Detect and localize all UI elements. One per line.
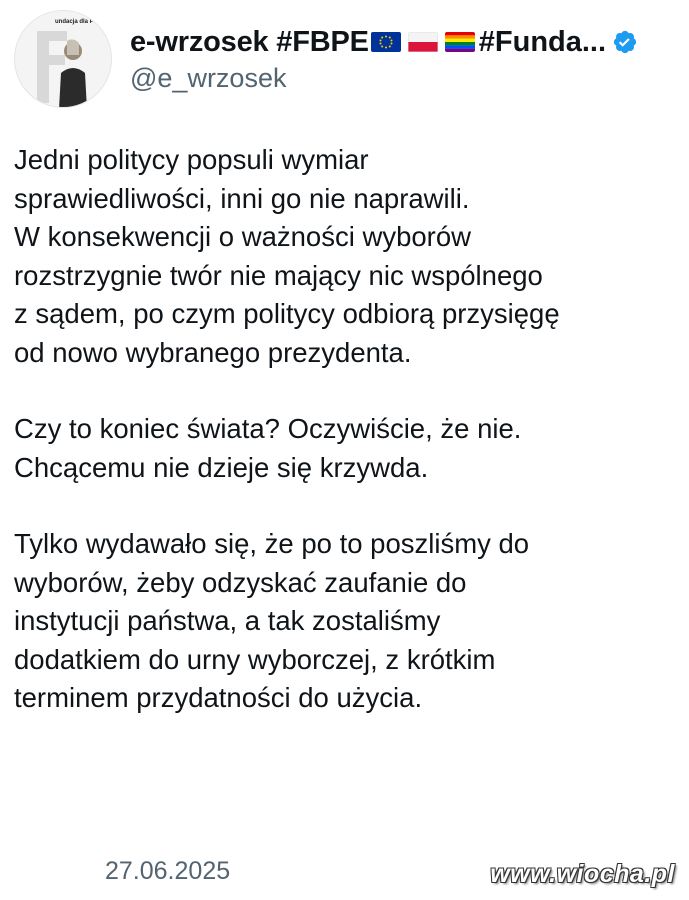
tweet-line: Jedni politycy popsuli wymiar (14, 144, 369, 175)
tweet-paragraph (14, 410, 679, 487)
avatar-text: undacja dla Polski (55, 19, 108, 25)
tweet-line: sprawiedliwości, inni go nie naprawili. (14, 182, 470, 214)
tweet-text (14, 141, 679, 718)
eu-flag-icon (371, 32, 401, 52)
tweet-line: Chcącemu nie dzieje się krzywda. (14, 451, 429, 483)
rainbow-flag-icon (445, 32, 475, 52)
tweet-line: od nowo wybranego prezydenta. (14, 336, 412, 368)
user-handle[interactable]: @e_wrzosek (130, 63, 287, 93)
avatar[interactable] (14, 10, 112, 108)
tweet-line: z sądem, po czym politycy odbiorą przysięgę (14, 298, 560, 329)
avatar-image (15, 11, 112, 108)
display-name-suffix[interactable]: #Funda... (478, 25, 607, 58)
tweet-line: terminem przydatności do użycia. (14, 682, 423, 713)
verified-badge-icon (612, 29, 638, 55)
poland-flag-icon (408, 32, 438, 52)
tweet-header (14, 10, 674, 110)
tweet-line: Tylko wydawało się, że po to poszliśmy do (14, 528, 530, 559)
tweet-line: rozstrzygnie twór nie mający nic wspólnego (14, 259, 543, 291)
tweet-line: W konsekwencji o ważności wyborów (14, 221, 471, 252)
tweet-paragraph (14, 141, 679, 372)
tweet-line: wyborów, żeby odzyskać zaufanie do (14, 566, 467, 598)
watermark: www.wiocha.pl (490, 860, 675, 888)
tweet-paragraph (14, 525, 679, 718)
display-name[interactable]: e-wrzosek #FBPE (130, 25, 369, 58)
tweet-line: instytucji państwa, a tak zostaliśmy (14, 605, 441, 636)
tweet-line: Czy to koniec świata? Oczywiście, że nie. (14, 413, 522, 444)
display-name-row[interactable] (130, 20, 638, 64)
tweet-line: dodatkiem do urny wyborczej, z krótkim (14, 643, 496, 675)
tweet-timestamp[interactable]: 27.06.2025 (105, 857, 231, 885)
